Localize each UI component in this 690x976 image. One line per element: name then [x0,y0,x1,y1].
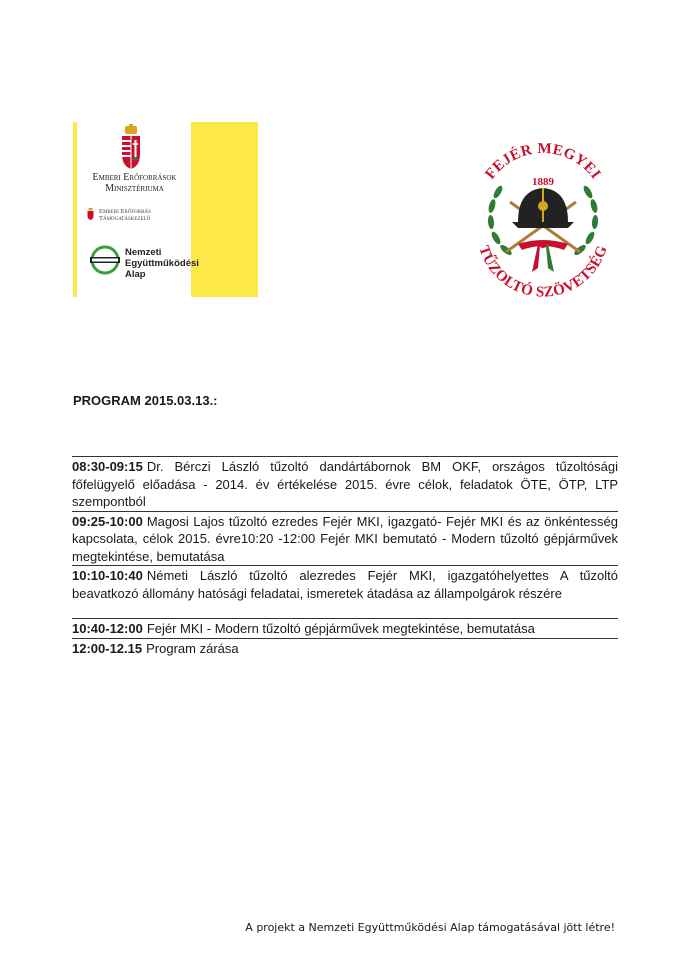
program-title: PROGRAM 2015.03.13.: [73,393,218,408]
fire-association-logo [468,132,618,307]
yellow-strip [73,122,77,297]
schedule-text: Program zárása [146,640,239,656]
schedule-time: 09:25-10:00 [72,513,143,529]
ministry-name-line1: Emberi Erőforrások [92,172,177,183]
emet-logo [89,208,189,222]
svg-text:TŰZOLTÓ SZÖVETSÉG [475,244,611,301]
schedule-text: Magosi Lajos tűzoltó ezredes Fejér MKI, igazgató- Fejér MKI és az önkéntesség kapcsolata, célok 2015. évre10:20 -12:00 Fejér MKI bemutató - Modern tűzoltó gépjárművek megtekintése, bemutatása [72,513,618,564]
schedule-text: Dr. Bérczi László tűzoltó dandártábornok BM OKF, országos tűzoltósági főfelügyelő előadása - 2014. év értékelése 2015. évre célok, feladatok ÖTE, ÖTP, LTP szempontból [72,459,618,509]
association-year: 1889 [532,176,554,188]
schedule-time: 12:00-12.15 [72,640,143,656]
nea-name [125,247,199,280]
schedule-time: 08:30-09:15 [72,459,143,474]
ministry-name [77,172,192,194]
association-top-text: FEJÉR MEGYEI [482,140,604,183]
association-bottom-text: TŰZOLTÓ SZÖVETSÉG [475,243,611,301]
nea-line3: Alap [125,269,146,280]
hungarian-coat-of-arms-icon [119,124,143,170]
schedule-row [72,638,618,658]
nea-logo-icon [89,244,121,276]
schedule-row [72,565,618,618]
schedule-time: 10:10-10:40 [72,568,143,583]
nea-line1: Nemzeti [125,247,162,258]
schedule-table [72,456,618,657]
nea-line2: Együttműködési [125,258,199,269]
helmet-icon [512,188,574,228]
ministry-logo-block [73,122,258,297]
schedule-text: Fejér MKI - Modern tűzoltó gépjárművek megtekintése, bemutatása [146,621,535,636]
schedule-text: Németi László tűzoltó alezredes Fejér MKI, igazgatóhelyettes A tűzoltó beavatkozó állomány hatósági feladatai, ismeretek átadása az állampolgárok részére [72,568,618,601]
ministry-name-line2: Minisztériuma [105,183,164,194]
footer-note: A projekt a Nemzeti Együttműködési Alap támogatásával jött létre! [245,921,615,934]
emet-line2: Támogatáskezelő [99,215,151,222]
schedule-row [72,618,618,638]
schedule-row [72,456,618,511]
ribbon-icon [518,240,568,272]
schedule-row [72,511,618,566]
mini-coat-of-arms-icon [87,208,94,220]
schedule-time: 10:40-12:00 [72,621,143,636]
yellow-panel [191,122,258,297]
emet-line1: Emberi Erőforrás [99,208,151,215]
